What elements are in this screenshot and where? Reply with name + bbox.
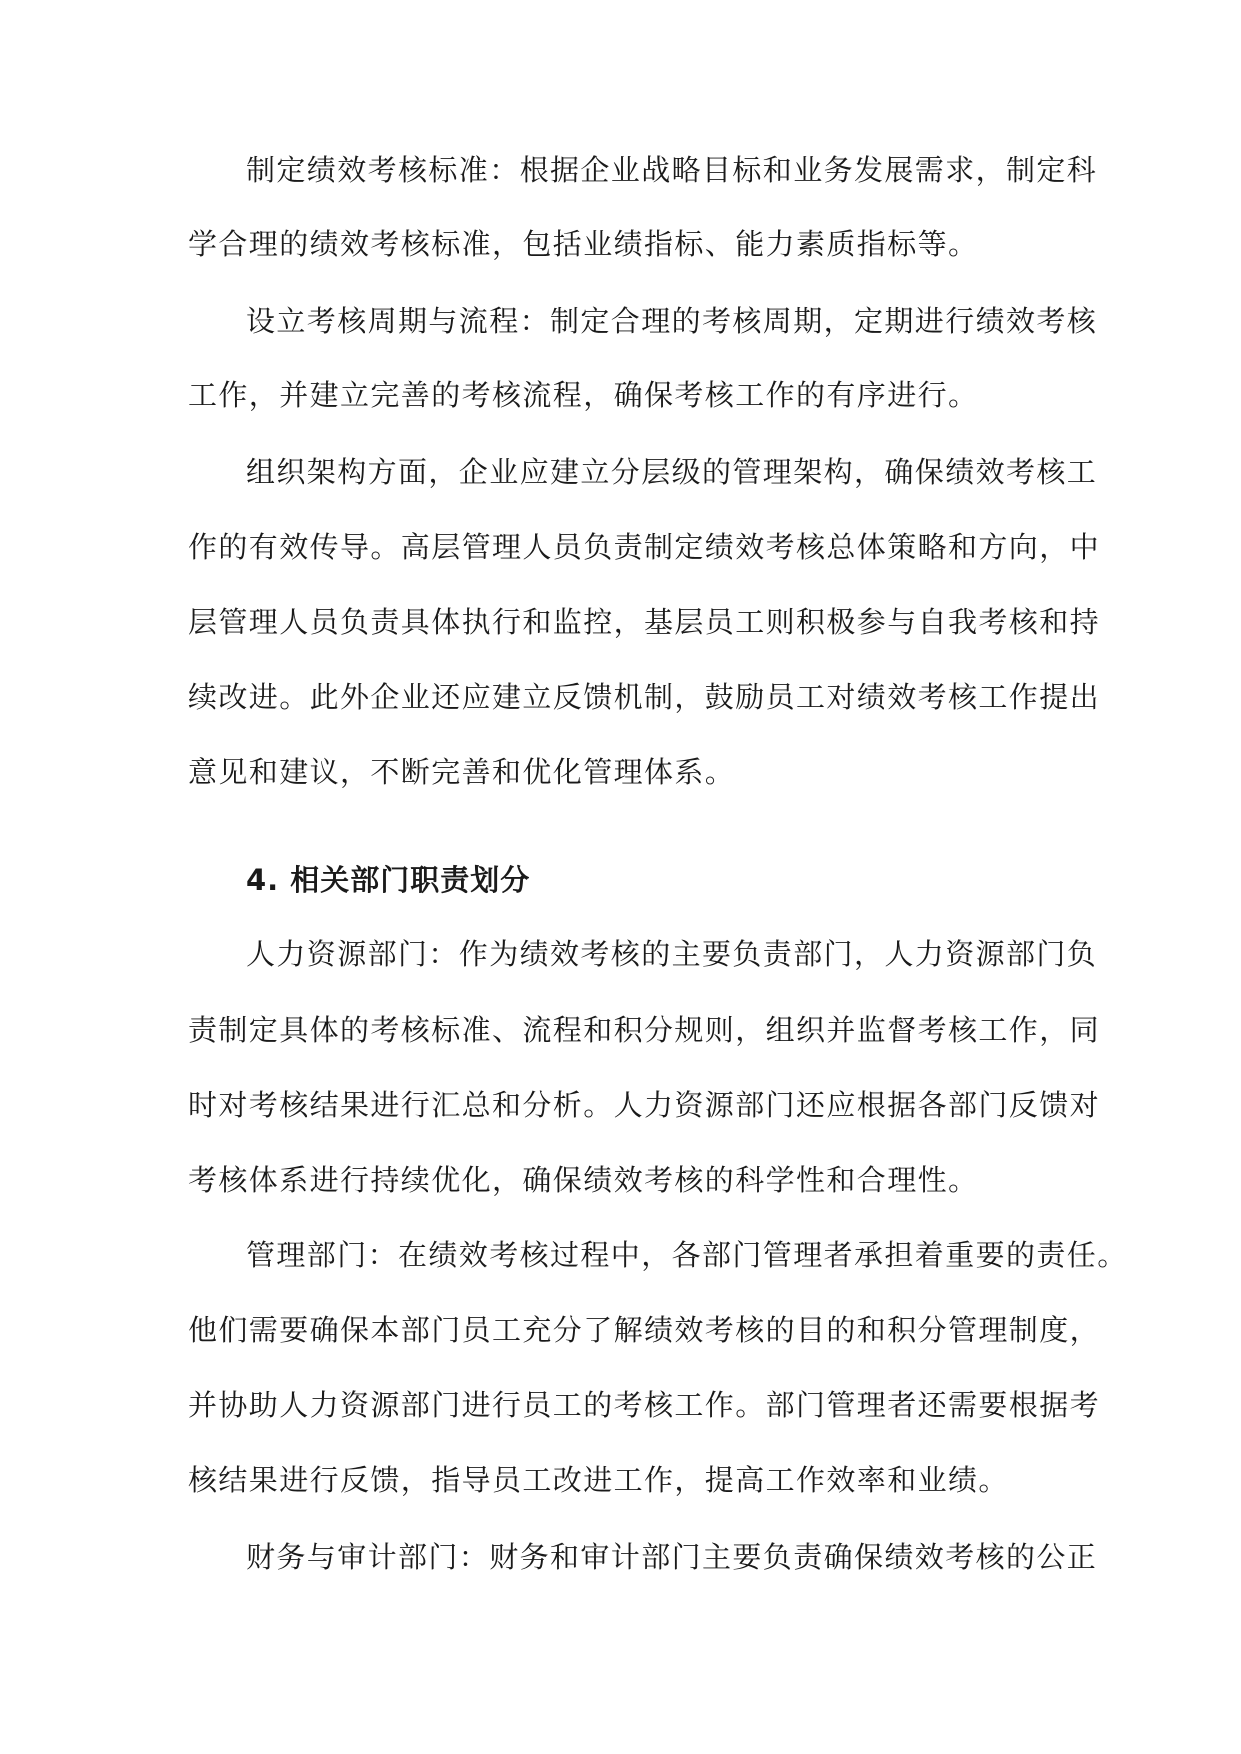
paragraph-line: 学合理的绩效考核标准，包括业绩指标、能力素质指标等。: [188, 227, 979, 261]
paragraph-line: 管理部门：在绩效考核过程中，各部门管理者承担着重要的责任。: [246, 1238, 1128, 1272]
paragraph-line: 考核体系进行持续优化，确保绩效考核的科学性和合理性。: [188, 1163, 979, 1197]
paragraph-line: 意见和建议，不断完善和优化管理体系。: [188, 755, 736, 789]
paragraph-line: 层管理人员负责具体执行和监控，基层员工则积极参与自我考核和持: [188, 605, 1101, 639]
section-heading: 4. 相关部门职责划分: [246, 863, 531, 897]
paragraph-line: 组织架构方面，企业应建立分层级的管理架构，确保绩效考核工: [246, 455, 1098, 489]
paragraph-line: 续改进。此外企业还应建立反馈机制，鼓励员工对绩效考核工作提出: [188, 680, 1101, 714]
paragraph-line: 工作，并建立完善的考核流程，确保考核工作的有序进行。: [188, 378, 979, 412]
paragraph-line: 作的有效传导。高层管理人员负责制定绩效考核总体策略和方向，中: [188, 530, 1101, 564]
paragraph-line: 核结果进行反馈，指导员工改进工作，提高工作效率和业绩。: [188, 1463, 1009, 1497]
paragraph-line: 制定绩效考核标准：根据企业战略目标和业务发展需求，制定科: [246, 153, 1098, 187]
paragraph-line: 并协助人力资源部门进行员工的考核工作。部门管理者还需要根据考: [188, 1388, 1101, 1422]
paragraph-line: 他们需要确保本部门员工充分了解绩效考核的目的和积分管理制度，: [188, 1313, 1101, 1347]
paragraph-line: 时对考核结果进行汇总和分析。人力资源部门还应根据各部门反馈对: [188, 1088, 1101, 1122]
paragraph-line: 设立考核周期与流程：制定合理的考核周期，定期进行绩效考核: [246, 304, 1098, 338]
paragraph-line: 人力资源部门：作为绩效考核的主要负责部门，人力资源部门负: [246, 937, 1098, 971]
paragraph-line: 责制定具体的考核标准、流程和积分规则，组织并监督考核工作，同: [188, 1013, 1101, 1047]
paragraph-line: 财务与审计部门：财务和审计部门主要负责确保绩效考核的公正: [246, 1540, 1098, 1574]
